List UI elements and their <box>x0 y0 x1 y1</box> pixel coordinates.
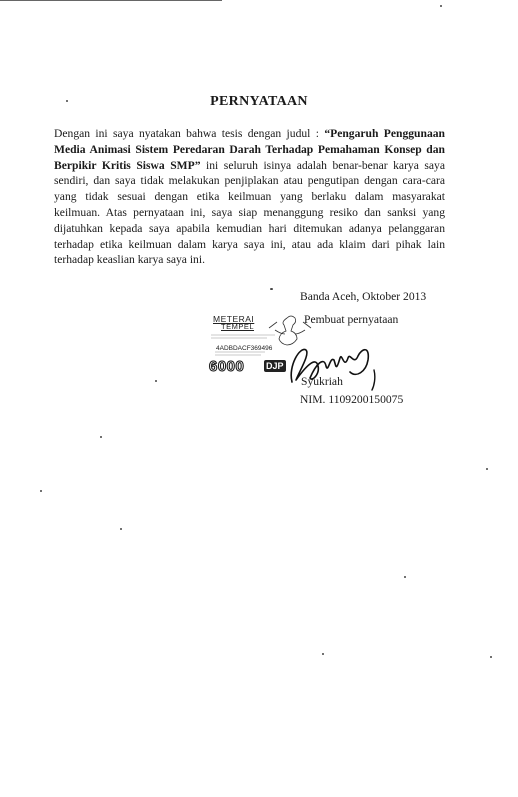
statement-text: sendiri, dan saya tidak melakukan penjiplakan atau pengutipan dengan cara-cara <box>54 174 445 188</box>
scan-speck <box>155 380 157 382</box>
thesis-title-text: Berpikir Kritis Siswa SMP” <box>54 158 201 172</box>
paragraph-line <box>54 252 445 268</box>
scan-speck <box>322 653 324 655</box>
maker-label: Pembuat pernyataan <box>304 313 399 326</box>
scan-speck <box>490 656 492 658</box>
stamp-value: 6000 <box>209 358 245 375</box>
thesis-title-text: “Pengaruh Penggunaan <box>324 127 445 140</box>
signer-name: Syukriah <box>301 375 343 388</box>
scan-speck <box>100 436 102 438</box>
paragraph-line <box>54 173 445 189</box>
student-id: NIM. 1109200150075 <box>300 393 404 406</box>
place-date: Banda Aceh, Oktober 2013 <box>300 290 427 303</box>
paragraph-line <box>54 205 445 221</box>
thesis-title-text: Media Animasi Sistem Peredaran Darah Terhadap Pemahaman Konsep dan <box>54 142 445 156</box>
paragraph-line <box>54 221 445 237</box>
statement-text: keilmuan. Atas pernyataan ini, saya siap menanggung resiko dan sanksi yang <box>54 205 445 219</box>
scan-speck <box>486 468 488 470</box>
statement-paragraph <box>54 126 445 268</box>
scan-speck <box>270 288 273 290</box>
statement-text: ini seluruh isinya adalah benar-benar karya saya <box>200 158 445 172</box>
paragraph-line <box>54 237 445 253</box>
scan-speck <box>404 576 406 578</box>
paragraph-line <box>54 189 445 205</box>
stamp-badge: DJP <box>266 361 284 371</box>
statement-text: terhadap keaslian karya saya ini. <box>54 253 205 267</box>
stamp-serial: 4ADBDACF369496 <box>216 345 273 352</box>
scan-edge-line <box>0 0 222 1</box>
statement-text: Dengan ini saya nyatakan bahwa tesis dengan judul : <box>54 127 325 140</box>
paragraph-line <box>54 142 445 158</box>
paragraph-line <box>54 158 445 174</box>
scan-speck <box>40 490 42 492</box>
stamp-title: METERAI <box>213 314 255 324</box>
paragraph-line <box>54 126 445 142</box>
stamp-subtitle: TEMPEL <box>221 322 255 331</box>
document-title: PERNYATAAN <box>210 94 308 109</box>
statement-text: yang tidak sesuai dengan etika keilmuan yang berlaku dalam masyarakat <box>54 190 445 204</box>
scan-speck <box>440 5 442 7</box>
statement-text: dijatuhkan kepada saya apabila kemudian hari ditemukan adanya pelanggaran <box>54 221 445 235</box>
statement-text: terhadap etika keilmuan dalam karya saya ini, atau ada klaim dari pihak lain <box>54 237 445 251</box>
scan-speck <box>120 528 122 530</box>
scan-speck <box>66 100 68 102</box>
